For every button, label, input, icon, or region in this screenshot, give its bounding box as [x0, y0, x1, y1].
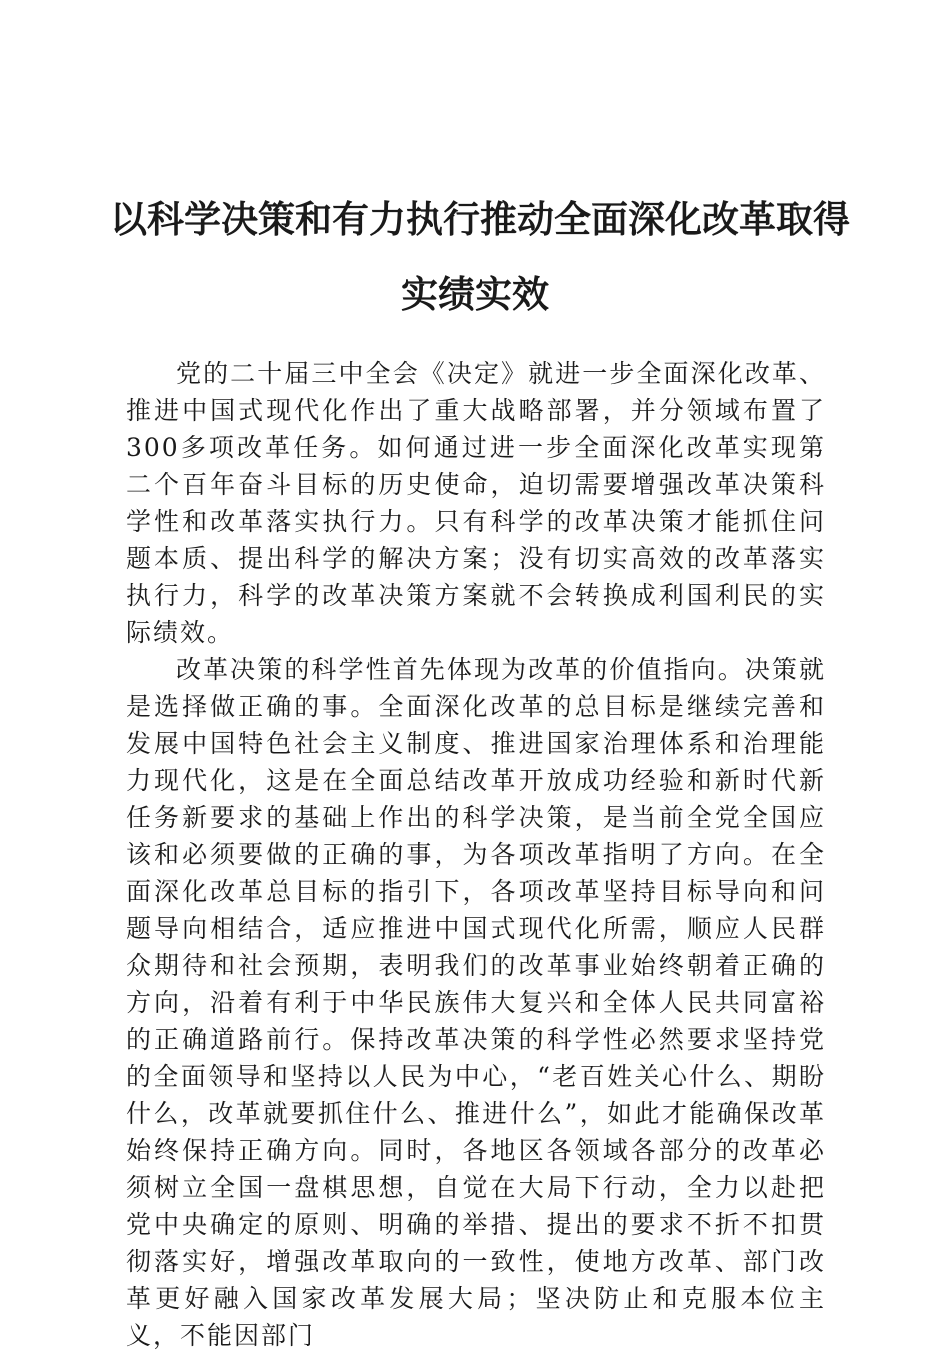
document-title — [110, 182, 850, 332]
title-line-1: 以科学决策和有力执行推动全面深化改革取得 — [110, 198, 850, 241]
title-line-2: 实绩实效 — [401, 273, 549, 316]
document-body — [126, 355, 826, 1354]
paragraph-2: 改革决策的科学性首先体现为改革的价值指向。决策就是选择做正确的事。全面深化改革的总目标是继续完善和发展中国特色社会主义制度、推进国家治理体系和治理能力现代化，这是在全面总结改革开放成功经验和新时代新任务新要求的基础上作出的科学决策，是当前全党全国应该和必须要做的正确的事，为各项改革指明了方向。在全面深化改革总目标的指引下，各项改革坚持目标导向和问题导向相结合，适应推进中国式现代化所需，顺应人民群众期待和社会预期，表明我们的改革事业始终朝着正确的方向，沿着有利于中华民族伟大复兴和全体人民共同富裕的正确道路前行。保持改革决策的科学性必然要求坚持党的全面领导和坚持以人民为中心，“老百姓关心什么、期盼什么，改革就要抓住什么、推进什么”，如此才能确保改革始终保持正确方向。同时，各地区各领域各部分的改革必须树立全国一盘棋思想，自觉在大局下行动，全力以赴把党中央确定的原则、明确的举措、提出的要求不折不扣贯彻落实好，增强改革取向的一致性，使地方改革、部门改革更好融入国家改革发展大局；坚决防止和克服本位主义，不能因部门 — [126, 655, 826, 1350]
paragraph-1: 党的二十届三中全会《决定》就进一步全面深化改革、推进中国式现代化作出了重大战略部署，并分领域布置了300多项改革任务。如何通过进一步全面深化改革实现第二个百年奋斗目标的历史使命，迫切需要增强改革决策科学性和改革落实执行力。只有科学的改革决策才能抓住问题本质、提出科学的解决方案；没有切实高效的改革落实执行力，科学的改革决策方案就不会转换成利国利民的实际绩效。 — [126, 359, 826, 647]
